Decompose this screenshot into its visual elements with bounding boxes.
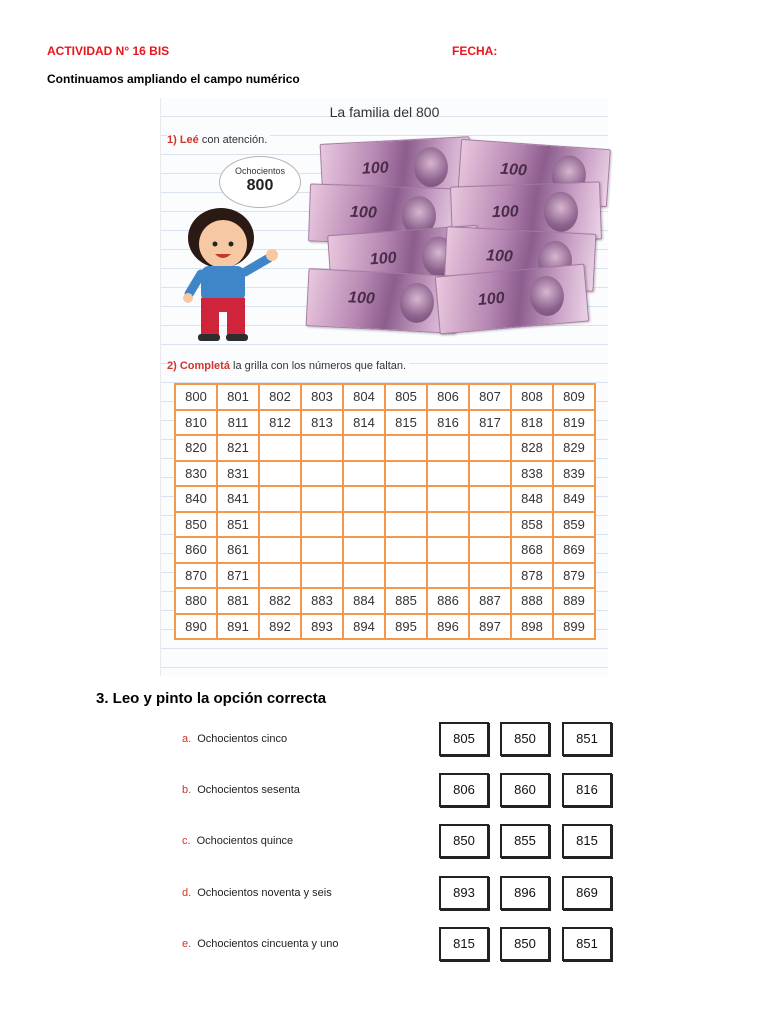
- grid-cell: [427, 435, 469, 461]
- grid-cell: 849: [553, 486, 595, 512]
- grid-cell: [301, 435, 343, 461]
- answer-option-box[interactable]: 896: [500, 876, 550, 910]
- bubble-number: 800: [246, 177, 274, 194]
- grid-cell: 809: [553, 384, 595, 410]
- grid-row: [175, 410, 595, 436]
- step-2-instruction: [167, 360, 409, 372]
- grid-cell: [259, 435, 301, 461]
- grid-cell: 804: [343, 384, 385, 410]
- option-letter: e.: [182, 938, 192, 950]
- grid-cell: 829: [553, 435, 595, 461]
- grid-cell: 881: [217, 588, 259, 614]
- grid-cell: [259, 512, 301, 538]
- grid-cell: 880: [175, 588, 217, 614]
- answer-option-box[interactable]: 869: [562, 876, 612, 910]
- grid-cell: [427, 486, 469, 512]
- grid-cell: 811: [217, 410, 259, 436]
- grid-row: [175, 461, 595, 487]
- grid-cell: 813: [301, 410, 343, 436]
- grid-cell: [385, 512, 427, 538]
- option-text: Ochocientos cincuenta y uno: [197, 938, 339, 950]
- grid-cell: [301, 486, 343, 512]
- grid-cell: [469, 486, 511, 512]
- grid-cell: 897: [469, 614, 511, 640]
- grid-row: [175, 384, 595, 410]
- grid-cell: 810: [175, 410, 217, 436]
- grid-cell: 838: [511, 461, 553, 487]
- grid-cell: [469, 461, 511, 487]
- grid-cell: 860: [175, 537, 217, 563]
- answer-option-box[interactable]: 851: [562, 722, 612, 756]
- number-grid: [174, 383, 596, 640]
- grid-cell: [469, 537, 511, 563]
- answer-option-box[interactable]: 850: [500, 927, 550, 961]
- grid-cell: 850: [175, 512, 217, 538]
- banknote-value: 100: [477, 289, 506, 309]
- answer-option-box[interactable]: 815: [562, 824, 612, 858]
- grid-cell: 828: [511, 435, 553, 461]
- grid-cell: 886: [427, 588, 469, 614]
- grid-row: [175, 512, 595, 538]
- grid-cell: 818: [511, 410, 553, 436]
- banknote-value: 100: [485, 247, 514, 266]
- grid-cell: 841: [217, 486, 259, 512]
- option-item-label: [182, 835, 293, 847]
- banknote-value: 100: [369, 249, 398, 269]
- grid-cell: 816: [427, 410, 469, 436]
- grid-cell: [301, 563, 343, 589]
- grid-cell: [385, 537, 427, 563]
- grid-cell: [427, 537, 469, 563]
- grid-cell: 802: [259, 384, 301, 410]
- answer-option-box[interactable]: 860: [500, 773, 550, 807]
- grid-cell: 807: [469, 384, 511, 410]
- grid-cell: [427, 512, 469, 538]
- grid-cell: [343, 461, 385, 487]
- answer-option-box[interactable]: 850: [500, 722, 550, 756]
- workbook-title: La familia del 800: [329, 104, 440, 120]
- grid-cell: 808: [511, 384, 553, 410]
- grid-row: [175, 486, 595, 512]
- answer-option-box[interactable]: 815: [439, 927, 489, 961]
- option-item-label: [182, 733, 287, 745]
- step-1-number: 1) Leé: [167, 134, 199, 146]
- option-letter: b.: [182, 784, 192, 796]
- grid-cell: 898: [511, 614, 553, 640]
- answer-option-box[interactable]: 851: [562, 927, 612, 961]
- grid-cell: 888: [511, 588, 553, 614]
- step-1-text: con atención.: [198, 134, 268, 146]
- grid-cell: 868: [511, 537, 553, 563]
- grid-cell: [259, 537, 301, 563]
- banknote-value: 100: [347, 289, 376, 308]
- grid-cell: 821: [217, 435, 259, 461]
- step-2-text: la grilla con los números que faltan.: [229, 360, 407, 372]
- grid-cell: 803: [301, 384, 343, 410]
- grid-cell: 800: [175, 384, 217, 410]
- grid-cell: 889: [553, 588, 595, 614]
- grid-cell: [301, 512, 343, 538]
- grid-cell: [427, 563, 469, 589]
- activity-title: ACTIVIDAD N° 16 BIS: [47, 44, 170, 58]
- grid-cell: 869: [553, 537, 595, 563]
- grid-cell: 801: [217, 384, 259, 410]
- grid-cell: [385, 486, 427, 512]
- answer-option-box[interactable]: 816: [562, 773, 612, 807]
- grid-cell: [385, 435, 427, 461]
- grid-row: [175, 435, 595, 461]
- grid-cell: [301, 461, 343, 487]
- grid-row: [175, 563, 595, 589]
- banknote-value: 100: [361, 159, 390, 178]
- grid-cell: [469, 512, 511, 538]
- step-1-instruction: [167, 134, 270, 146]
- option-text: Ochocientos noventa y seis: [197, 887, 332, 899]
- grid-cell: 812: [259, 410, 301, 436]
- grid-cell: 814: [343, 410, 385, 436]
- date-label: FECHA:: [452, 44, 498, 58]
- grid-cell: 899: [553, 614, 595, 640]
- bubble-word: Ochocientos: [234, 166, 286, 176]
- grid-cell: 817: [469, 410, 511, 436]
- grid-cell: [385, 461, 427, 487]
- grid-cell: 870: [175, 563, 217, 589]
- grid-cell: [427, 461, 469, 487]
- option-item-label: [182, 887, 332, 899]
- grid-cell: 893: [301, 614, 343, 640]
- banknote-value: 100: [491, 203, 519, 222]
- grid-cell: [343, 486, 385, 512]
- answer-option-box[interactable]: 806: [439, 773, 489, 807]
- grid-cell: [343, 512, 385, 538]
- answer-option-box[interactable]: 893: [439, 876, 489, 910]
- answer-option-box[interactable]: 855: [500, 824, 550, 858]
- banknotes-group: [303, 138, 609, 333]
- grid-cell: [343, 435, 385, 461]
- grid-cell: 895: [385, 614, 427, 640]
- grid-cell: 896: [427, 614, 469, 640]
- banknote-value: 100: [499, 160, 528, 180]
- grid-cell: 882: [259, 588, 301, 614]
- grid-cell: 815: [385, 410, 427, 436]
- option-item-label: [182, 938, 338, 950]
- question-3-title: 3. Leo y pinto la opción correcta: [96, 690, 327, 707]
- grid-cell: 806: [427, 384, 469, 410]
- answer-option-box[interactable]: 850: [439, 824, 489, 858]
- option-item-label: [182, 784, 300, 796]
- banknote: [435, 264, 589, 335]
- grid-cell: [343, 537, 385, 563]
- grid-cell: [301, 537, 343, 563]
- grid-cell: 885: [385, 588, 427, 614]
- grid-row: [175, 537, 595, 563]
- grid-cell: 861: [217, 537, 259, 563]
- workbook-image: [160, 98, 608, 676]
- option-text: Ochocientos cinco: [197, 733, 288, 745]
- grid-cell: 859: [553, 512, 595, 538]
- option-letter: c.: [182, 835, 191, 847]
- option-letter: a.: [182, 733, 192, 745]
- grid-cell: 819: [553, 410, 595, 436]
- grid-cell: 820: [175, 435, 217, 461]
- grid-cell: [469, 563, 511, 589]
- grid-cell: 858: [511, 512, 553, 538]
- grid-cell: 848: [511, 486, 553, 512]
- option-text: Ochocientos quince: [196, 835, 294, 847]
- banknote-value: 100: [349, 203, 378, 222]
- grid-row: [175, 588, 595, 614]
- grid-cell: 840: [175, 486, 217, 512]
- grid-cell: 891: [217, 614, 259, 640]
- grid-cell: 851: [217, 512, 259, 538]
- answer-option-box[interactable]: 805: [439, 722, 489, 756]
- grid-cell: 894: [343, 614, 385, 640]
- grid-cell: 887: [469, 588, 511, 614]
- grid-cell: 892: [259, 614, 301, 640]
- grid-row: [175, 614, 595, 640]
- grid-cell: [385, 563, 427, 589]
- grid-cell: 884: [343, 588, 385, 614]
- grid-cell: [259, 461, 301, 487]
- grid-cell: 883: [301, 588, 343, 614]
- grid-cell: [343, 563, 385, 589]
- grid-cell: 839: [553, 461, 595, 487]
- step-2-number: 2) Completá: [167, 360, 230, 372]
- child-illustration: [171, 198, 281, 343]
- grid-cell: 878: [511, 563, 553, 589]
- grid-cell: 871: [217, 563, 259, 589]
- grid-cell: 890: [175, 614, 217, 640]
- grid-cell: [259, 486, 301, 512]
- page-subtitle: Continuamos ampliando el campo numérico: [47, 72, 300, 86]
- grid-cell: 805: [385, 384, 427, 410]
- grid-cell: 830: [175, 461, 217, 487]
- option-text: Ochocientos sesenta: [197, 784, 300, 796]
- grid-cell: 879: [553, 563, 595, 589]
- grid-cell: [259, 563, 301, 589]
- grid-cell: 831: [217, 461, 259, 487]
- option-letter: d.: [182, 887, 192, 899]
- grid-cell: [469, 435, 511, 461]
